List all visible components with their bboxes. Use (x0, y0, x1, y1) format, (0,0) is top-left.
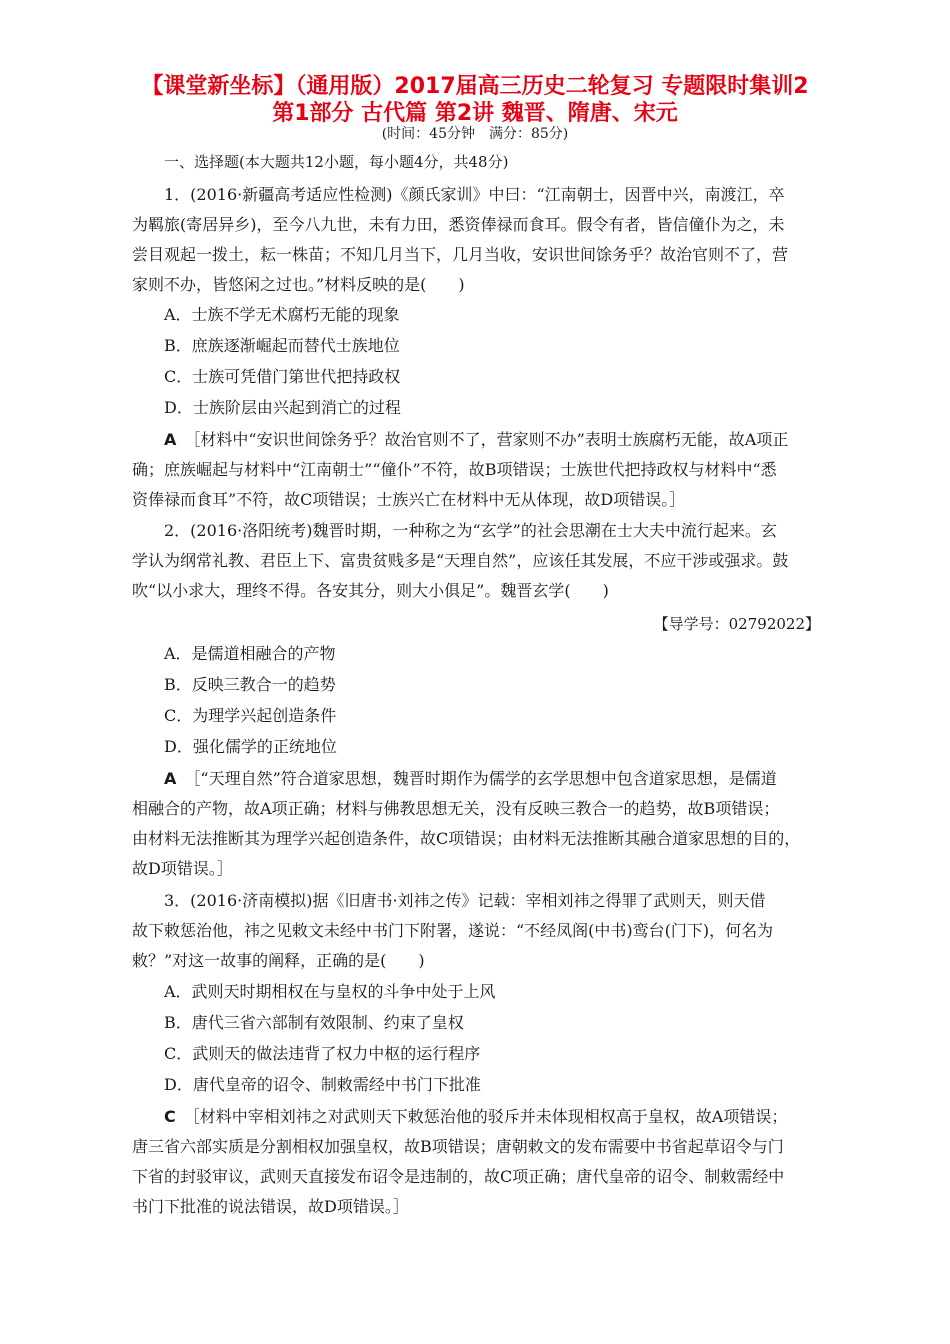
question-1-option-a: A．士族不学无术腐朽无能的现象 (164, 305, 400, 324)
question-2-explanation: ［“天理自然”符合道家思想，魏晋时期作为儒学的玄学思想中包含道家思想，是儒道 (192, 769, 777, 788)
document-title-line1: 【课堂新坐标】（通用版）2017届高三历史二轮复习 专题限时集训2 (141, 74, 809, 99)
question-1-explanation-line: 确；庶族崛起与材料中“江南朝士”“僮仆”不符，故B项错误；士族世代把持政权与材料中“悉 (132, 460, 777, 479)
question-3-explanation-line: 书门下批准的说法错误，故D项错误。］ (132, 1197, 409, 1216)
question-2-option-d: D．强化儒学的正统地位 (164, 737, 337, 756)
question-2-answer-line (164, 768, 777, 790)
question-1-stem-line: 尝目观起一拨土，耘一株苗；不知几月当下，几月当收，安识世间馀务乎？故治官则不了，营 (132, 245, 789, 264)
question-1-option-b: B．庶族逐渐崛起而替代士族地位 (164, 336, 400, 355)
document-title-line2: 第1部分 古代篇 第2讲 魏晋、隋唐、宋元 (272, 101, 678, 126)
question-3-stem-line: 敕？”对这一故事的阐释，正确的是( ) (132, 951, 425, 970)
question-2-stem-line: 2．(2016·洛阳统考)魏晋时期，一种称之为“玄学”的社会思潮在士大夫中流行起来。玄 (164, 521, 777, 540)
question-1-option-c: C．士族可凭借门第世代把持政权 (164, 367, 401, 386)
question-1-stem-line: 为羁旅(寄居异乡)，至今八九世，未有力田，悉资俸禄而食耳。假令有者，皆信僮仆为之，未 (132, 215, 785, 234)
question-3-option-d: D．唐代皇帝的诏令、制敕需经中书门下批准 (164, 1075, 481, 1094)
question-2-option-a: A．是儒道相融合的产物 (164, 644, 336, 663)
time-score-info: (时间：45分钟 满分：85分) (381, 126, 569, 142)
question-1-stem-line: 1．(2016·新疆高考适应性检测)《颜氏家训》中曰：“江南朝士，因晋中兴，南渡江，卒 (164, 185, 785, 204)
question-2-explanation-line: 由材料无法推断其为理学兴起创造条件，故C项错误；由材料无法推断其融合道家思想的目的， (132, 829, 801, 848)
question-3-stem-line: 故下敕惩治他，祎之见敕文未经中书门下附署，遂说：“不经凤阁(中书)鸾台(门下)，何名为 (132, 921, 774, 940)
question-1-answer-key: A (164, 430, 177, 449)
question-2-answer-key: A (164, 769, 177, 788)
question-2-explanation-line: 相融合的产物，故A项正确；材料与佛教思想无关，没有反映三教合一的趋势，故B项错误； (132, 799, 780, 818)
question-2-option-b: B．反映三教合一的趋势 (164, 675, 336, 694)
question-3-option-a: A．武则天时期相权在与皇权的斗争中处于上风 (164, 982, 496, 1001)
question-3-answer-line (164, 1106, 787, 1128)
guide-number: 【导学号：02792022】 (653, 615, 820, 633)
question-2-stem-line: 学认为纲常礼教、君臣上下、富贵贫贱多是“天理自然”，应该任其发展，不应干涉或强求。鼓 (132, 551, 789, 570)
question-1-answer-line (164, 429, 788, 451)
question-1-explanation: ［材料中“安识世间馀务乎？故治官则不了，营家则不办”表明士族腐朽无能，故A项正 (192, 430, 789, 449)
question-1-stem-line: 家则不办，皆悠闲之过也。”材料反映的是( ) (132, 275, 465, 294)
question-1-option-d: D．士族阶层由兴起到消亡的过程 (164, 398, 401, 417)
question-3-explanation-line: 下省的封驳审议，武则天直接发布诏令是违制的，故C项正确；唐代皇帝的诏令、制敕需经中 (132, 1167, 785, 1186)
question-3-explanation: ［材料中宰相刘祎之对武则天下敕惩治他的驳斥并未体现相权高于皇权，故A项错误； (191, 1107, 788, 1126)
question-3-option-c: C．武则天的做法违背了权力中枢的运行程序 (164, 1044, 481, 1063)
question-2-explanation-line: 故D项错误。］ (132, 859, 233, 878)
question-3-explanation-line: 唐三省六部实质是分割相权加强皇权，故B项错误；唐朝敕文的发布需要中书省起草诏令与门 (132, 1137, 784, 1156)
section-heading: 一、选择题(本大题共12小题，每小题4分，共48分) (164, 153, 509, 171)
question-2-option-c: C．为理学兴起创造条件 (164, 706, 337, 725)
question-1-explanation-line: 资俸禄而食耳”不符，故C项错误；士族兴亡在材料中无从体现，故D项错误。］ (132, 490, 686, 509)
question-3-stem-line: 3．(2016·济南模拟)据《旧唐书·刘祎之传》记载：宰相刘祎之得罪了武则天，则天借 (164, 891, 766, 910)
question-3-option-b: B．唐代三省六部制有效限制、约束了皇权 (164, 1013, 464, 1032)
question-3-answer-key: C (164, 1107, 176, 1126)
question-2-stem-line: 吹“以小求大，理终不得。各安其分，则大小俱足”。魏晋玄学( ) (132, 581, 609, 600)
